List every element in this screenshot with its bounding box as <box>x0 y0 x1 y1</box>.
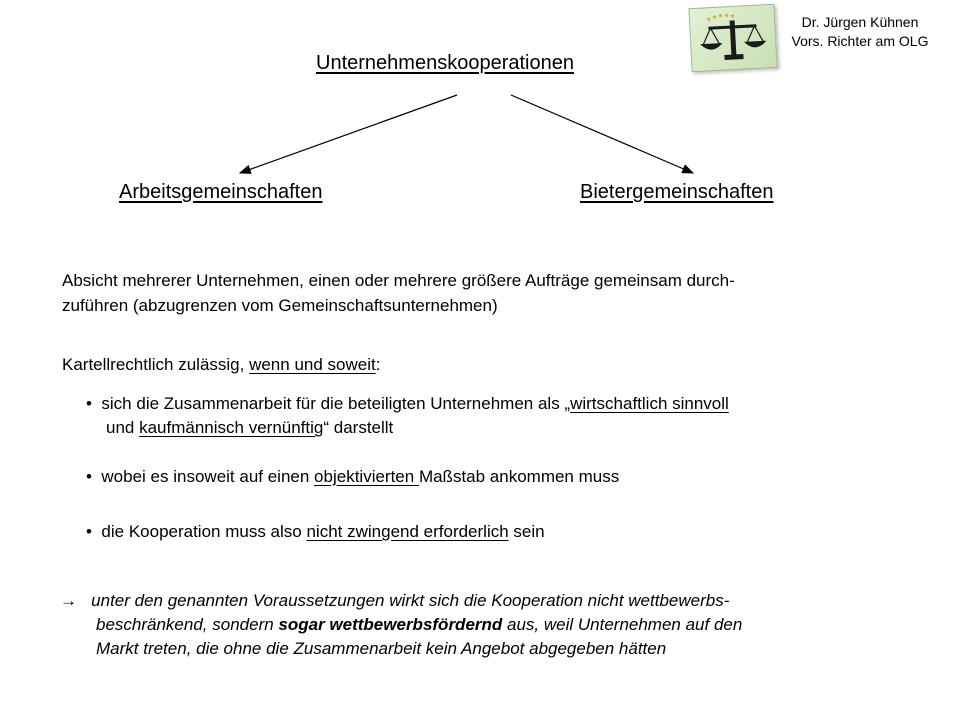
condition-prefix: Kartellrechtlich zulässig, <box>62 355 250 374</box>
conclusion-arrow: → <box>60 591 77 610</box>
arrow-right <box>511 95 693 173</box>
author-title: Vors. Richter am OLG <box>791 33 929 49</box>
condition-suffix: : <box>375 355 381 374</box>
arrow-left <box>240 95 457 173</box>
branch-arbeitsgemeinschaften: Arbeitsgemeinschaften <box>119 181 323 203</box>
conclusion-emphasis: sogar wettbewerbsfördernd <box>278 615 503 634</box>
svg-text:★: ★ <box>717 12 724 20</box>
bullet-marker: • <box>86 522 92 541</box>
conclusion-paragraph: → unter den genannten Voraussetzungen wirkt sich die Kooperation nicht wettbewerbs- beschränkend, sondern sogar wettbewerbsfördernd aus, weil Unternehmen auf den Markt treten, die ohne die Zusammenarbeit kein Angebot abgegeben hätten <box>60 591 743 658</box>
author-name: Dr. Jürgen Kühnen <box>801 14 919 30</box>
bullet-marker: • <box>86 394 92 413</box>
svg-text:★: ★ <box>729 12 736 21</box>
condition-paragraph <box>62 352 922 377</box>
definition-line-1: Absicht mehrerer Unternehmen, einen oder mehrere größere Aufträge gemeinsam durch- <box>62 271 735 290</box>
definition-paragraph <box>62 268 922 318</box>
bullet-item-3: • die Kooperation muss also nicht zwingend erforderlich sein <box>86 522 545 541</box>
condition-underlined: wenn und soweit <box>249 355 376 374</box>
svg-text:★: ★ <box>711 13 718 22</box>
svg-text:★: ★ <box>705 16 712 24</box>
definition-line-2: zuführen (abzugrenzen vom Gemeinschaftsunternehmen) <box>62 296 498 315</box>
bullet-marker: • <box>86 467 92 486</box>
branch-bietergemeinschaften: Bietergemeinschaften <box>580 181 774 203</box>
bullet-item-1: • sich die Zusammenarbeit für die beteiligten Unternehmen als „wirtschaftlich sinnvoll und kaufmännisch vernünftig“ darstellt <box>86 394 729 437</box>
diagram-title-text: Unternehmenskooperationen <box>316 52 574 74</box>
svg-text:★: ★ <box>723 12 730 20</box>
bullet-item-2: • wobei es insoweit auf einen objektivierten Maßstab ankommen muss <box>86 467 620 486</box>
